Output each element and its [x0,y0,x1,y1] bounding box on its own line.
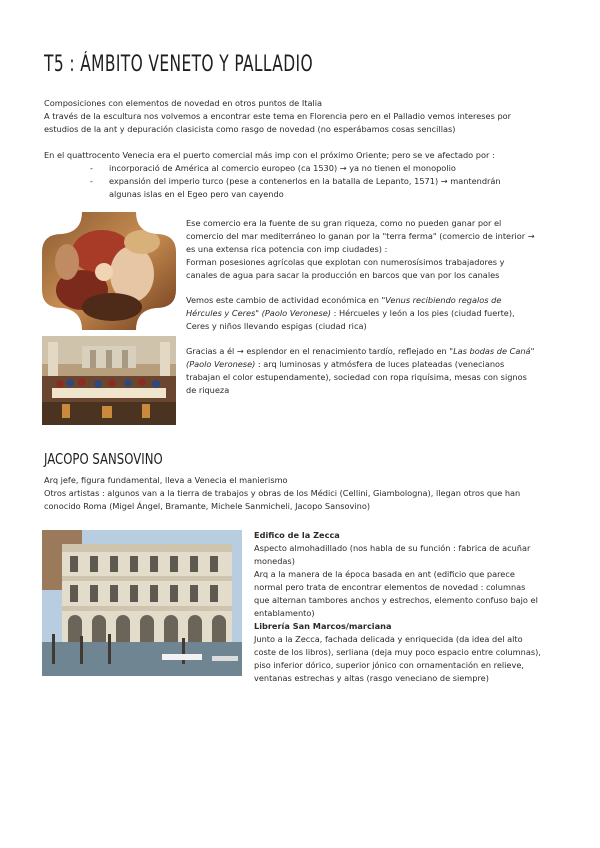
venus-line-3: Ceres y niños llevando espigas (ciudad rica) [186,321,367,331]
intro-line-2: A través de la escultura nos volvemos a encontrar este tema en Florencia pero en el Palladio vemos intereses por [44,111,512,121]
bullet-2b: algunas islas en el Egeo pero van cayendo [109,189,284,199]
zecca-line-6: entablamento) [254,608,315,618]
section-heading-sansovino: JACOPO SANSOVINO [44,450,163,468]
zecca-line-4: normal pero trata de encontrar elementos de novedad : columnas [254,582,526,592]
bodas-cana-painting-image [42,336,176,425]
zecca-heading: Edifico de la Zecca [254,530,340,540]
sansovino-line-3: conocido Roma (Migel Ángel, Bramante, Michele Sanmicheli, Jacopo Sansovino) [44,501,371,511]
comercio-line-4: Forman posesiones agrícolas que explotan con numerosísimos trabajadores y [186,257,505,267]
bodas-line-1-text: Gracias a él → esplendor en el renacimiento tardío, reflejado en [186,346,450,356]
comercio-line-1: Ese comercio era la fuente de su gran riqueza, como no pueden ganar por el [186,218,502,228]
bodas-line-1 [186,345,534,358]
venus-painting-image [42,212,176,330]
bodas-line-3: trabajan el color estupendamente), sociedad con ropa riquísima, mesas con signos [186,372,527,382]
sansovino-line-2: Otros artistas : algunos van a la tierra de trabajos y obras de los Médici (Cellini, Giambologna), llegan otros que han [44,488,521,498]
bullet-1: incorporació de América al comercio europeo (ca 1530) → ya no tienen el monopolio [109,163,456,173]
bodas-line-2-text: : arq luminosas y atmósfera de luces plateadas (venecianos [255,359,505,369]
bullet-marker: - [90,176,93,186]
venus-title: "Venus recibiendo regalos de [381,295,502,305]
venus-line-2-text: : Hércueles y león a los pies (ciudad fuerte), [330,308,515,318]
libreria-heading: Librería San Marcos/marciana [254,621,392,631]
intro-line-3: estudios de la ant y depuración clasicista como rasgo de novedad (no esperábamos cosas sencillas) [44,124,456,134]
zecca-line-2: monedas) [254,556,295,566]
page-title: T5 : ÁMBITO VENETO Y PALLADIO [44,52,313,77]
zecca-line-1: Aspecto almohadillado (nos habla de su función : fabrica de acuñar [254,543,531,553]
bodas-title: "Las bodas de Caná" [449,346,535,356]
libreria-line-3: piso inferior dórico, superior jónico con ornamentación en relieve, [254,660,524,670]
sansovino-line-1: Arq jefe, figura fundamental, lleva a Venecia el manierismo [44,475,288,485]
zecca-line-3: Arq a la manera de la época basada en ant (edificio que parece [254,569,515,579]
libreria-line-4: ventanas estrechas y altas (rasgo veneciano de siempre) [254,673,489,683]
comercio-line-5: canales de agua para sacar la producción en barcos que van por los canales [186,270,500,280]
bodas-line-4: de riqueza [186,385,230,395]
zecca-line-5: que alternan tambores anchos y estrechos, elemento confuso bajo el [254,595,538,605]
comercio-line-2: comercio del mar mediterráneo lo ganan por la "terra ferma" (comercio de interior → [186,231,535,241]
quattrocento-line: En el quattrocento Venecia era el puerto comercial más imp con el próximo Oriente; pero se ve afectado por : [44,150,495,160]
zecca-building-photo [42,530,242,676]
bodas-line-2 [186,358,504,371]
libreria-line-2: coste de los libros), serliana (deja muy poco espacio entre columnas), [254,647,541,657]
bullet-marker: - [90,163,93,173]
venus-title-cont: Hércules y Ceres" (Paolo Veronese) [186,308,331,318]
intro-line-1: Composiciones con elementos de novedad en otros puntos de Italia [44,98,323,108]
bullet-2a: expansión del imperio turco (pese a contenerlos en la batalla de Lepanto, 1571) → mantendrán [109,176,501,186]
bodas-author: (Paolo Veronese) [186,359,256,369]
libreria-line-1: Junto a la Zecca, fachada delicada y enriquecida (da idea del alto [254,634,523,644]
venus-line-1 [186,294,501,307]
venus-line-2 [186,307,515,320]
venus-line-1-text: Vemos este cambio de actividad económica en [186,295,382,305]
comercio-line-3: es una extensa rica potencia con imp ciudades) : [186,244,388,254]
